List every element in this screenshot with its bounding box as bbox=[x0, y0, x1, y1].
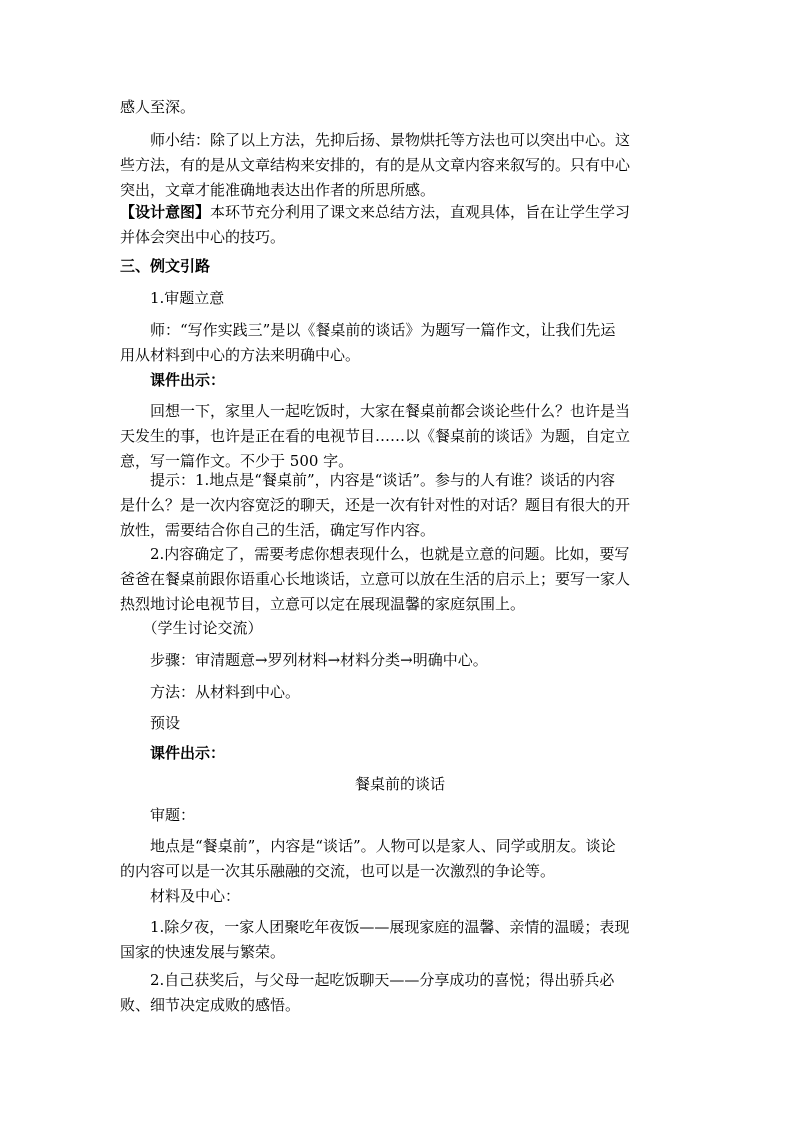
paragraph-review: 地点是“餐桌前”，内容是“谈话”。人物可以是家人、同学或朋友。谈论 的内容可以是一次其乐融融的交流，也可以是一次激烈的争论等。 bbox=[120, 837, 616, 880]
paragraph-design-intent: 【设计意图】本环节充分利用了课文来总结方法，直观具体，旨在让学生学习 并体会突出中心的技巧。 bbox=[120, 203, 631, 246]
paragraph-materials-label: 材料及中心： bbox=[120, 887, 241, 905]
section-heading-3: 三、例文引路 bbox=[120, 257, 211, 275]
paragraph-preset: 预设 bbox=[120, 714, 181, 732]
paragraph-assignment: 回想一下，家里人一起吃饭时，大家在餐桌前都会谈论些什么？也许是当 天发生的事，也许是正在看的电视节目……以《餐桌前的谈话》为题，自定立 意，写一篇作文。不少于 500 字。 bbox=[120, 402, 631, 470]
essay-title: 餐桌前的谈话 bbox=[354, 775, 445, 793]
paragraph-steps: 步骤：审清题意→罗列材料→材料分类→明确中心。 bbox=[120, 651, 488, 669]
paragraph-hint-1: 提示：1.地点是“餐桌前”，内容是“谈话”。参与的人有谁？谈话的内容 是什么？是一次内容宽泛的聊天，还是一次有针对性的对话？题目有很大的开 放性，需要结合你自己的生活，确定写作内容。 bbox=[120, 471, 631, 539]
paragraph-discussion: （学生讨论交流） bbox=[120, 619, 263, 637]
courseware-label-2: 课件出示： bbox=[120, 744, 226, 762]
courseware-label-1: 课件出示： bbox=[120, 371, 226, 389]
paragraph-method: 方法：从材料到中心。 bbox=[120, 683, 301, 701]
paragraph-teacher-summary: 师小结：除了以上方法，先抑后扬、景物烘托等方法也可以突出中心。这 些方法，有的是从文章结构来安排的，有的是从文章内容来叙写的。只有中心 突出，文章才能准确地表达出作者的所思所感。 bbox=[120, 131, 631, 199]
paragraph-review-label: 审题： bbox=[120, 806, 196, 824]
paragraph-hint-2: 2.内容确定了，需要考虑你想表现什么，也就是立意的问题。比如，要写 爸爸在餐桌前跟你语重心长地谈话，立意可以放在生活的启示上；要写一家人 热烈地讨论电视节目，立意可以定在展现温馨的家庭氛围上。 bbox=[120, 545, 631, 613]
paragraph-material-1: 1.除夕夜，一家人团聚吃年夜饭——展现家庭的温馨、亲情的温暖；表现 国家的快速发展与繁荣。 bbox=[120, 918, 630, 961]
paragraph-teacher-intro: 师：“写作实践三”是以《餐桌前的谈话》为题写一篇作文，让我们先运 用从材料到中心的方法来明确中心。 bbox=[120, 321, 616, 364]
design-intent-label: 【设计意图】 bbox=[120, 203, 211, 221]
paragraph-intro-end: 感人至深。 bbox=[120, 98, 196, 116]
subheading-1: 1.审题立意 bbox=[120, 289, 225, 307]
paragraph-material-2: 2.自己获奖后，与父母一起吃饭聊天——分享成功的喜悦；得出骄兵必 败、细节决定成败的感悟。 bbox=[120, 971, 615, 1014]
